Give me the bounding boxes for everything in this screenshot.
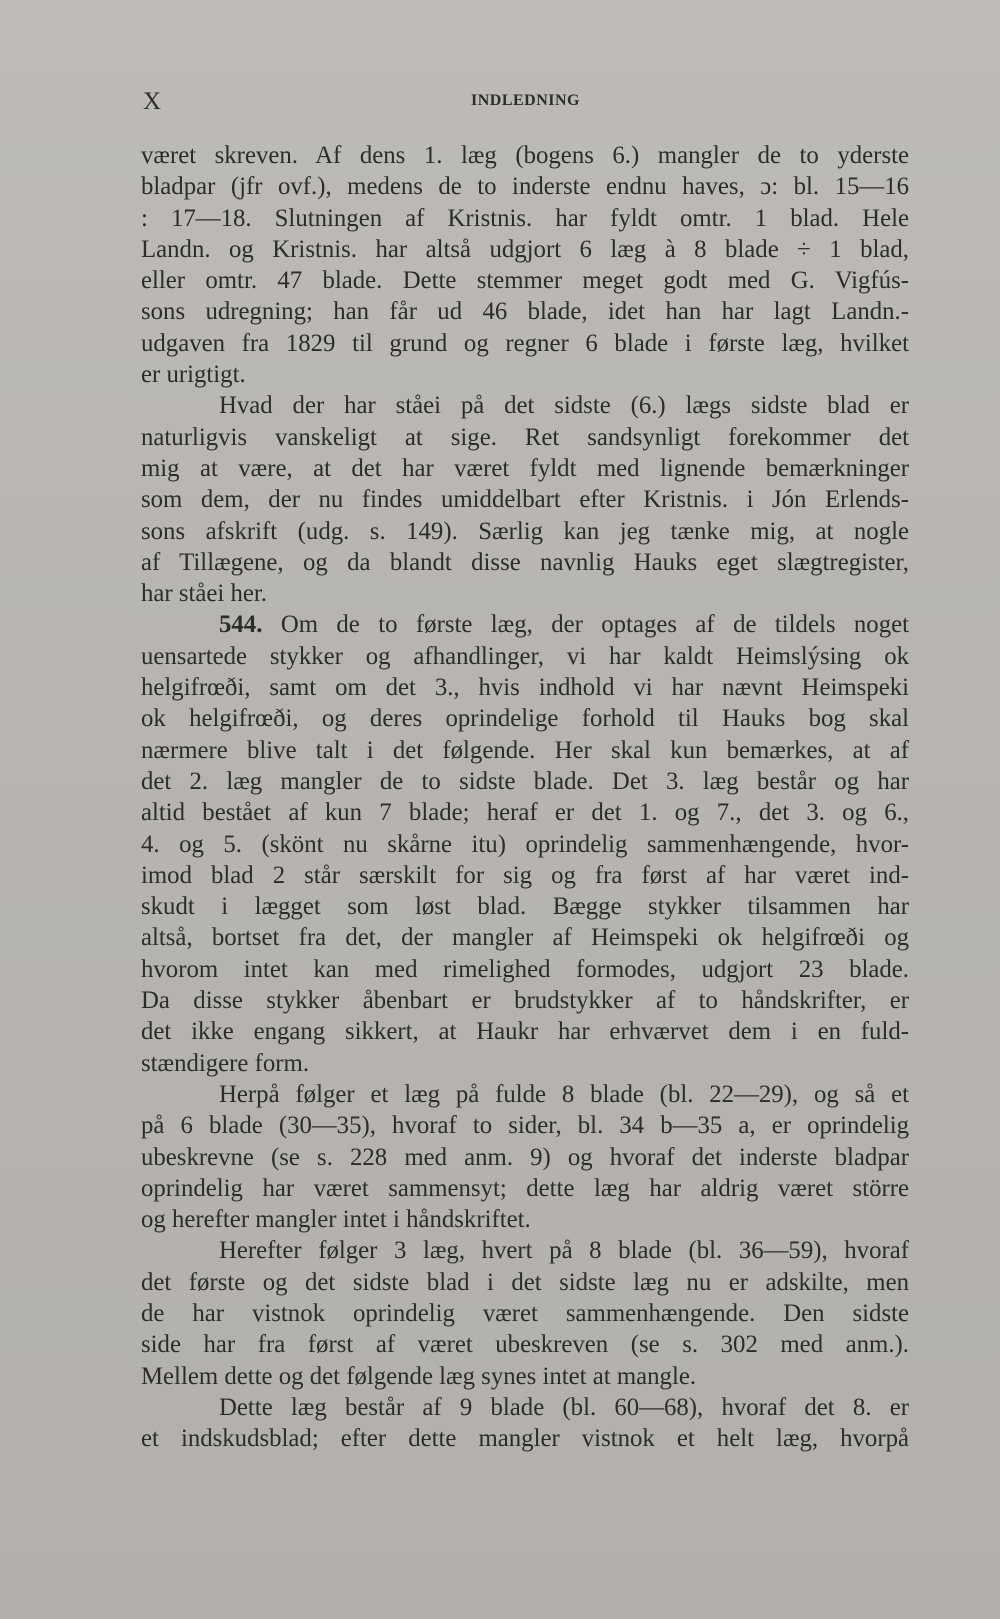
text-line	[141, 1110, 909, 1141]
text-line	[141, 484, 909, 515]
line-text: er urigtigt.	[141, 361, 246, 389]
text-line	[141, 1079, 909, 1110]
text-line	[141, 922, 909, 953]
text-line	[141, 359, 909, 390]
line-text: ok helgifrœði, og deres oprindelige forhold til Hauks bog skal	[141, 705, 909, 733]
text-line	[141, 390, 909, 421]
line-text: det ikke engang sikkert, at Haukr har erhværvet dem i en fuld-	[141, 1018, 909, 1046]
line-text: sons udregning; han får ud 46 blade, idet han har lagt Landn.-	[141, 298, 909, 326]
line-text: oprindelig har været sammensyt; dette læg har aldrig været större	[141, 1174, 909, 1202]
text-line	[141, 1423, 909, 1454]
text-line	[141, 797, 909, 828]
running-head	[143, 88, 908, 118]
text-line	[141, 766, 909, 797]
line-text: Mellem dette og det følgende læg synes intet at mangle.	[141, 1362, 697, 1390]
line-text: det første og det sidste blad i det sidste læg nu er adskilte, men	[141, 1268, 909, 1296]
line-text: side har fra først af været ubeskreven (se s. 302 med anm.).	[141, 1331, 909, 1359]
text-line	[141, 1173, 909, 1204]
line-text: imod blad 2 står særskilt for sig og fra først af har været ind-	[141, 861, 909, 889]
line-text: og herefter mangler intet i håndskriftet.	[141, 1206, 531, 1234]
line-text: altså, bortset fra det, der mangler af Heimspeki ok helgifrœði og	[141, 924, 909, 952]
line-text: har ståei her.	[141, 580, 267, 608]
line-text: uensartede stykker og afhandlinger, vi har kaldt Heimslýsing ok	[141, 642, 909, 670]
text-line	[141, 672, 909, 703]
line-text: Landn. og Kristnis. har altså udgjort 6 læg à 8 blade ÷ 1 blad,	[141, 235, 909, 263]
body-text	[141, 140, 909, 1454]
text-line	[141, 516, 909, 547]
text-line	[141, 1329, 909, 1360]
text-line	[141, 1392, 909, 1423]
line-text: hvorom intet kan med rimelighed formodes, udgjort 23 blade.	[141, 955, 909, 983]
text-line	[141, 296, 909, 327]
text-line	[141, 829, 909, 860]
line-text: : 17—18. Slutningen af Kristnis. har fyldt omtr. 1 blad. Hele	[141, 204, 909, 232]
running-title: INDLEDNING	[470, 92, 580, 109]
text-line	[141, 171, 909, 202]
text-line	[141, 203, 909, 234]
line-text: naturligvis vanskeligt at sige. Ret sandsynligt forekommer det	[141, 423, 909, 451]
line-text: det 2. læg mangler de to sidste blade. Det 3. læg består og har	[141, 767, 909, 795]
line-text: stændigere form.	[141, 1049, 310, 1077]
line-text: Herpå følger et læg på fulde 8 blade (bl. 22—29), og så et	[219, 1080, 909, 1108]
text-line	[141, 641, 909, 672]
line-text: på 6 blade (30—35), hvoraf to sider, bl. 34 b—35 a, er oprindelig	[141, 1112, 909, 1140]
text-line	[141, 1048, 909, 1079]
text-line	[141, 1361, 909, 1392]
page-number: X	[143, 88, 163, 115]
text-line	[141, 547, 909, 578]
text-line	[141, 1142, 909, 1173]
line-text: de har vistnok oprindelig været sammenhængende. Den sidste	[141, 1299, 909, 1327]
section-number: 544.	[219, 611, 263, 639]
text-line	[141, 609, 909, 640]
line-text: 4. og 5. (skönt nu skårne itu) oprindelig sammenhængende, hvor-	[141, 830, 909, 858]
line-text: nærmere blive talt i det følgende. Her skal kun bemærkes, at af	[141, 736, 909, 764]
line-text: sons afskrift (udg. s. 149). Særlig kan jeg tænke mig, at nogle	[141, 517, 909, 545]
text-line	[141, 1016, 909, 1047]
line-text: Hvad der har ståei på det sidste (6.) lægs sidste blad er	[219, 392, 909, 420]
line-text: bladpar (jfr ovf.), medens de to inderste endnu haves, ɔ: bl. 15—16	[141, 173, 909, 201]
line-text: været skreven. Af dens 1. læg (bogens 6.) mangler de to yderste	[141, 142, 909, 169]
line-text: helgifrœði, samt om det 3., hvis indhold vi har nævnt Heimspeki	[141, 674, 909, 702]
text-line	[141, 860, 909, 891]
line-text: Herefter følger 3 læg, hvert på 8 blade (bl. 36—59), hvoraf	[219, 1237, 909, 1265]
line-text: Dette læg består af 9 blade (bl. 60—68), hvoraf det 8. er	[219, 1393, 909, 1421]
line-text: som dem, der nu findes umiddelbart efter Kristnis. i Jón Erlends-	[141, 486, 909, 514]
line-text: ubeskrevne (se s. 228 med anm. 9) og hvoraf det inderste bladpar	[141, 1143, 909, 1171]
line-text: af Tillægene, og da blandt disse navnlig Hauks eget slægtregister,	[141, 548, 909, 576]
text-line	[141, 703, 909, 734]
line-text: udgaven fra 1829 til grund og regner 6 blade i første læg, hvilket	[141, 329, 909, 357]
text-line	[141, 234, 909, 265]
text-line	[141, 453, 909, 484]
text-line	[141, 954, 909, 985]
text-line	[141, 578, 909, 609]
text-line	[141, 140, 909, 171]
text-line	[141, 422, 909, 453]
line-text: Da disse stykker åbenbart er brudstykker af to håndskrifter, er	[141, 987, 909, 1015]
line-text: skudt i lægget som løst blad. Bægge stykker tilsammen har	[141, 893, 909, 921]
line-text: et indskudsblad; efter dette mangler vistnok et helt læg, hvorpå	[141, 1425, 909, 1453]
text-line	[141, 1298, 909, 1329]
text-line	[141, 985, 909, 1016]
text-line	[141, 891, 909, 922]
line-text: eller omtr. 47 blade. Dette stemmer meget godt med G. Vigfús-	[141, 267, 909, 295]
text-line	[141, 1267, 909, 1298]
text-line	[141, 265, 909, 296]
line-text: Om de to første læg, der optages af de tildels noget	[280, 611, 909, 639]
text-line	[141, 1235, 909, 1266]
line-text: mig at være, at det har været fyldt med lignende bemærkninger	[141, 454, 909, 482]
text-line	[141, 328, 909, 359]
line-text: altid bestået af kun 7 blade; heraf er det 1. og 7., det 3. og 6.,	[141, 799, 909, 827]
text-line	[141, 735, 909, 766]
text-line	[141, 1204, 909, 1235]
